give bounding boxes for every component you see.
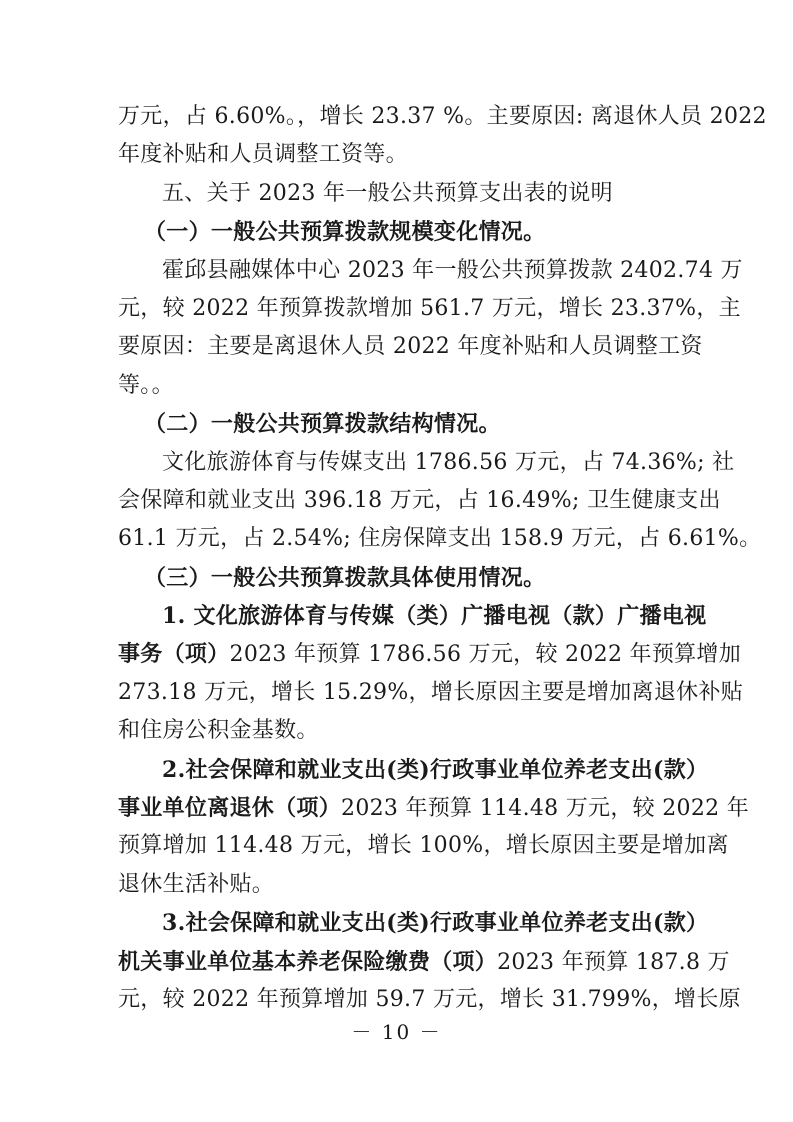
subsection-heading: （三）一般公共预算拨款具体使用情况。 [144, 564, 546, 591]
item-text: 2023 年预算 187.8 万 [497, 949, 730, 975]
paragraph-line: 要原因：主要是离退休人员 2022 年度补贴和人员调整工资 [118, 334, 703, 360]
paragraph-line: 霍邱县融媒体中心 2023 年一般公共预算拨款 2402.74 万 [162, 257, 743, 283]
paragraph-line: 预算增加 114.48 万元，增长 100%，增长原因主要是增加离 [118, 833, 729, 859]
item-line [118, 943, 730, 981]
paragraph-line: 61.1 万元，占 2.54%; 住房保障支出 158.9 万元，占 6.61%。 [118, 526, 762, 552]
paragraph-line: 元，较 2022 年预算增加 59.7 万元，增长 31.799%，增长原 [118, 986, 741, 1012]
paragraph-line: 会保障和就业支出 396.18 万元，占 16.49%; 卫生健康支出 [118, 487, 721, 513]
item-title: 2.社会保障和就业支出(类)行政事业单位养老支出(款） [162, 756, 709, 783]
paragraph-line: 元，较 2022 年预算拨款增加 561.7 万元，增长 23.37%，主 [118, 295, 741, 321]
paragraph-line: 和住房公积金基数。 [118, 718, 319, 744]
item-heading-line [118, 904, 709, 942]
item-line [118, 789, 750, 827]
item-title: 机关事业单位基本养老保险缴费（项） [118, 948, 498, 975]
item-text: 2023 年预算 1786.56 万元，较 2022 年预算增加 [229, 642, 742, 668]
item-line [118, 635, 742, 673]
item-heading-line [118, 751, 709, 789]
subsection-heading: （一）一般公共预算拨款规模变化情况。 [144, 219, 546, 246]
paragraph-line: 文化旅游体育与传媒支出 1786.56 万元，占 74.36%; 社 [162, 449, 735, 475]
document-body [118, 98, 767, 1019]
item-heading-line [118, 597, 707, 635]
item-title: 事务（项） [118, 641, 230, 668]
section-heading: 五、关于 2023 年一般公共预算支出表的说明 [162, 180, 613, 206]
page-number: － 10 － [351, 1020, 442, 1044]
item-text: 2023 年预算 114.48 万元，较 2022 年 [341, 796, 750, 822]
paragraph-line: 273.18 万元，增长 15.29%，增长原因主要是增加离退休补贴 [118, 679, 744, 705]
item-title: 事业单位离退休（项） [118, 795, 342, 822]
item-title: 3.社会保障和就业支出(类)行政事业单位养老支出(款） [162, 910, 709, 937]
item-title: 1. 文化旅游体育与传媒（类）广播电视（款）广播电视 [162, 603, 707, 630]
subsection-heading: （二）一般公共预算拨款结构情况。 [144, 411, 501, 438]
paragraph-line: 万元，占 6.60%。，增长 23.37 %。主要原因: 离退休人员 2022 [118, 104, 767, 129]
paragraph-line: 退休生活补贴。 [118, 871, 275, 897]
paragraph-line: 年度补贴和人员调整工资等。 [118, 142, 408, 168]
paragraph-line: 等。。 [118, 372, 174, 398]
